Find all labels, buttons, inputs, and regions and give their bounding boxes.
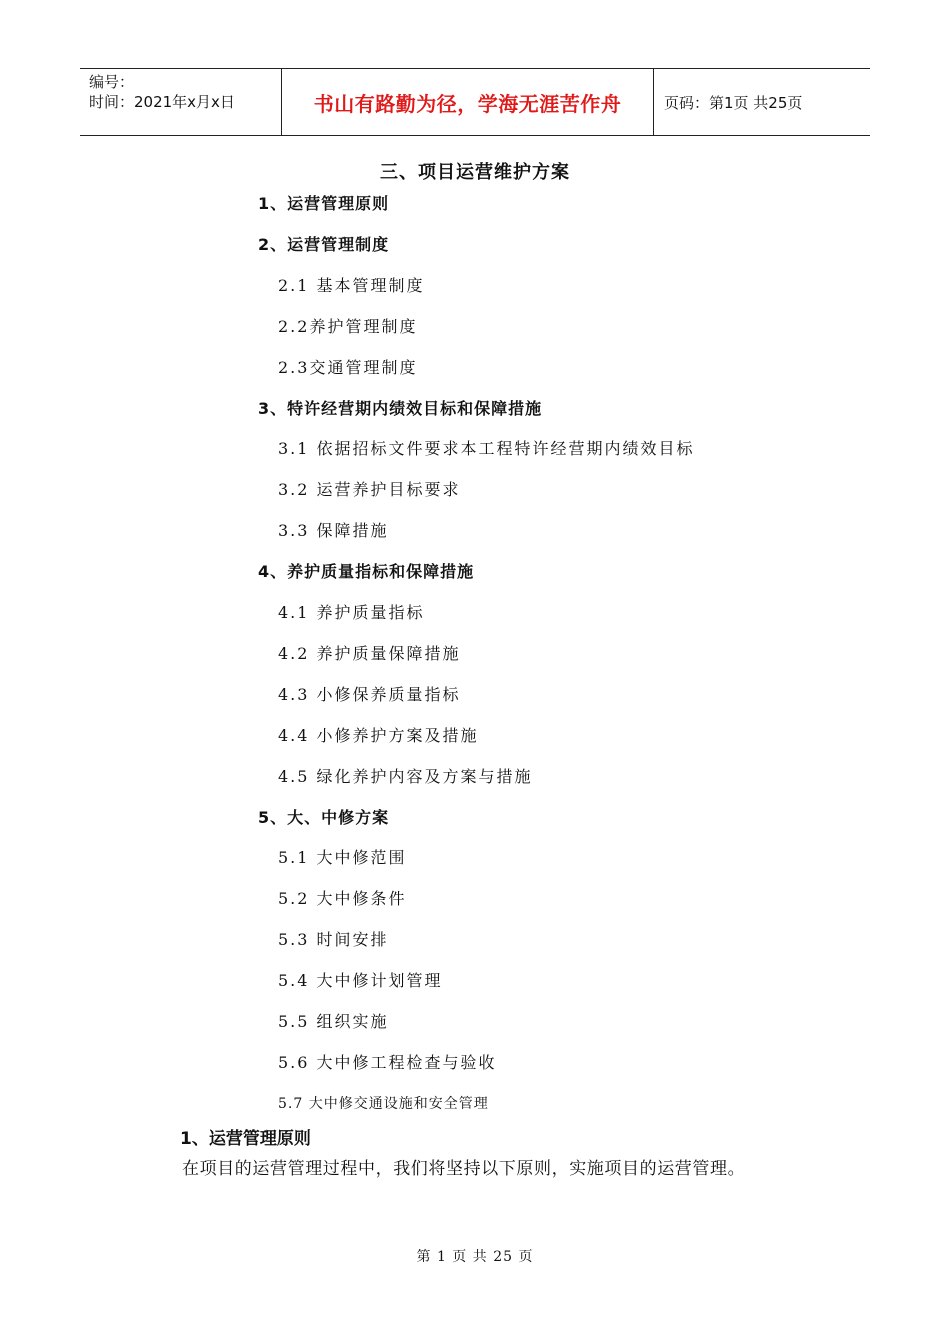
toc-subheading: 4.1 养护质量指标 xyxy=(278,603,425,622)
header-page-info: 页码：第1页 共25页 xyxy=(664,93,803,112)
toc-subheading: 5.6 大中修工程检查与验收 xyxy=(278,1053,497,1072)
toc-subheading: 4.2 养护质量保障措施 xyxy=(278,644,461,663)
toc-subheading: 3.2 运营养护目标要求 xyxy=(278,480,461,499)
page-footer: 第 1 页 共 25 页 xyxy=(416,1249,534,1265)
toc-subheading: 2.2养护管理制度 xyxy=(278,317,418,336)
toc-heading: 5、大、中修方案 xyxy=(258,808,390,827)
toc-subheading: 4.3 小修保养质量指标 xyxy=(278,685,461,704)
toc-subheading: 4.5 绿化养护内容及方案与措施 xyxy=(278,767,533,786)
toc-subheading: 5.4 大中修计划管理 xyxy=(278,971,443,990)
document-time-label: 时间：2021年x月x日 xyxy=(89,93,235,111)
toc-heading: 1、运营管理原则 xyxy=(258,194,390,213)
toc-subheading: 5.2 大中修条件 xyxy=(278,889,407,908)
toc-subheading: 5.3 时间安排 xyxy=(278,930,389,949)
toc-subheading: 5.7 大中修交通设施和安全管理 xyxy=(278,1096,489,1112)
toc-subheading: 4.4 小修养护方案及措施 xyxy=(278,726,479,745)
toc-subheading: 2.3交通管理制度 xyxy=(278,358,418,377)
toc-subheading: 3.3 保障措施 xyxy=(278,521,389,540)
toc-heading: 4、养护质量指标和保障措施 xyxy=(258,562,475,581)
toc-subheading: 3.1 依据招标文件要求本工程特许经营期内绩效目标 xyxy=(278,439,695,458)
toc-subheading: 2.1 基本管理制度 xyxy=(278,276,425,295)
document-title: 三、项目运营维护方案 xyxy=(380,162,570,183)
toc-subheading: 5.1 大中修范围 xyxy=(278,848,407,867)
toc-heading: 2、运营管理制度 xyxy=(258,235,390,254)
toc-subheading: 5.5 组织实施 xyxy=(278,1012,389,1031)
toc-heading: 3、特许经营期内绩效目标和保障措施 xyxy=(258,399,543,418)
header-motto: 书山有路勤为径，学海无涯苦作舟 xyxy=(282,69,654,135)
section-paragraph: 在项目的运营管理过程中，我们将坚持以下原则，实施项目的运营管理。 xyxy=(182,1159,746,1179)
header-meta-cell xyxy=(80,69,282,135)
section-heading: 1、运营管理原则 xyxy=(180,1129,311,1149)
header-table xyxy=(80,68,870,136)
document-number-label: 编号： xyxy=(89,73,135,91)
